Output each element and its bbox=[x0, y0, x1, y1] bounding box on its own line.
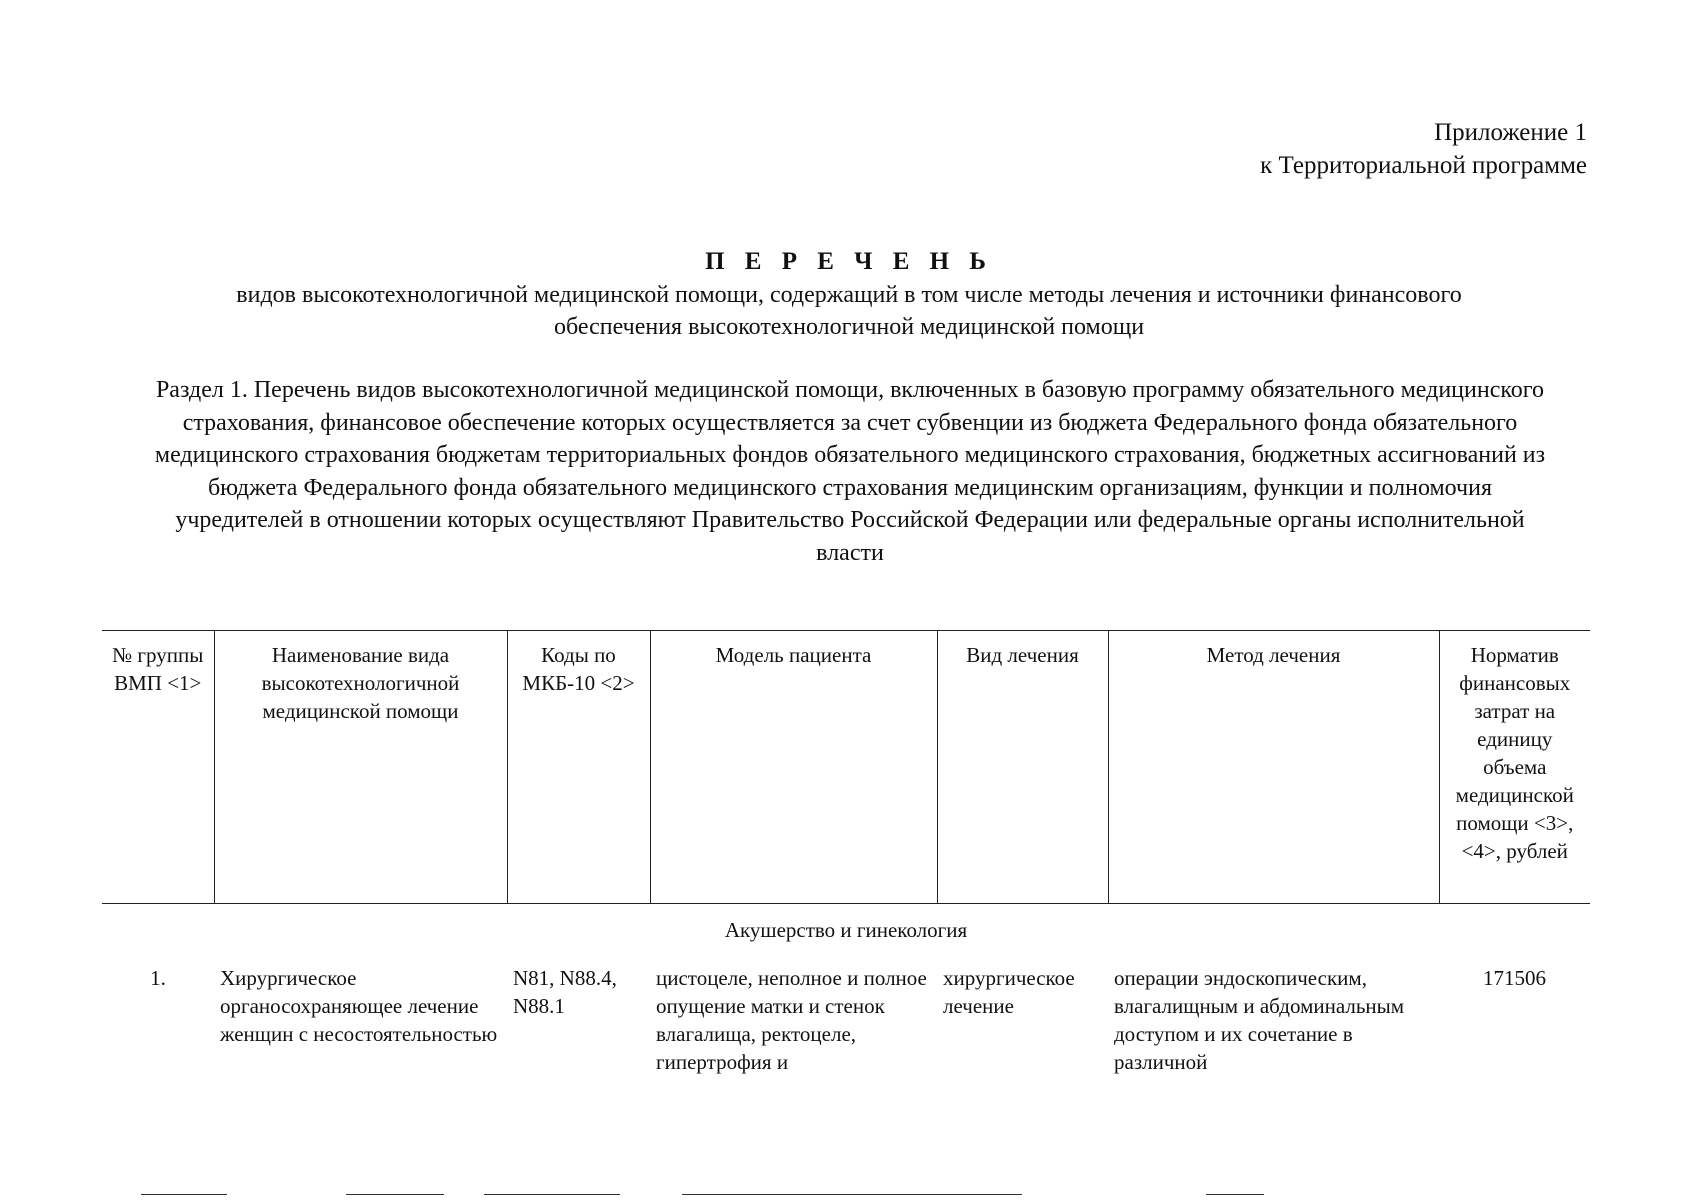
document-heading bbox=[0, 245, 1698, 343]
category-label: Акушерство и гинекология bbox=[724, 918, 968, 942]
cell-treatment-type: хирургическое лечение bbox=[943, 966, 1075, 1018]
header-treatment-type: Вид лечения bbox=[937, 631, 1108, 904]
cell-cost-norm: 171506 bbox=[1483, 966, 1546, 990]
vmp-table bbox=[102, 630, 1590, 1078]
cell-treatment-method: операции эндоскопическим, влагалищным и абдоминальным доступом и их сочетание в различной bbox=[1114, 966, 1405, 1074]
header-vmp-name: Наименование вида высокотехнологичной медицинской помощи bbox=[214, 631, 507, 904]
document-title: П Е Р Е Ч Е Н Ь bbox=[705, 248, 993, 275]
cell-vmp-name: Хирургическое органосохраняющее лечение женщин с несостоятельностью bbox=[220, 966, 498, 1046]
footer-rule bbox=[141, 1194, 227, 1195]
cell-group-number: 1. bbox=[150, 966, 166, 990]
footer-rule bbox=[1206, 1194, 1264, 1195]
cell-patient-model: цистоцеле, неполное и полное опущение матки и стенок влагалища, ректоцеле, гипертрофия и bbox=[656, 966, 927, 1074]
header-patient-model: Модель пациента bbox=[650, 631, 937, 904]
footer-rule bbox=[682, 1194, 1022, 1195]
document-subtitle: видов высокотехнологичной медицинской помощи, содержащий в том числе методы лечения и источники финансового обеспечения высокотехнологичной медицинской помощи bbox=[236, 282, 1462, 340]
appendix-reference: к Территориальной программе bbox=[1260, 152, 1587, 179]
header-icd-codes: Коды по МКБ-10 <2> bbox=[507, 631, 650, 904]
header-cost-norm: Норматив финансовых затрат на единицу объема медицинской помощи <3>, <4>, рублей bbox=[1439, 631, 1590, 904]
appendix-block bbox=[1260, 116, 1587, 182]
header-treatment-method: Метод лечения bbox=[1108, 631, 1439, 904]
table-header-row bbox=[102, 631, 1590, 904]
footer-rule bbox=[484, 1194, 620, 1195]
table-row bbox=[102, 962, 1590, 1078]
footer-rule bbox=[346, 1194, 444, 1195]
cell-icd-codes: N81, N88.4, N88.1 bbox=[513, 966, 617, 1018]
header-group-number: № группы ВМП <1> bbox=[102, 631, 214, 904]
appendix-number: Приложение 1 bbox=[1434, 119, 1587, 146]
category-row bbox=[102, 904, 1590, 963]
section-heading: Раздел 1. Перечень видов высокотехнологичной медицинской помощи, включенных в базовую программу обязательного медицинского страхования, финансовое обеспечение которых осуществляется за счет субвенции из бюджета Федерального фонда обязательного медицинского страхования бюджетам территориальных фондов обязательного медицинского страхования, бюджетных ассигнований из бюджета Федерального фонда обязательного медицинского страхования медицинским организациям, функции и полномочия учредителей в отношении которых осуществляют Правительство Российской Федерации или федеральные органы исполнительной власти bbox=[154, 377, 1546, 566]
